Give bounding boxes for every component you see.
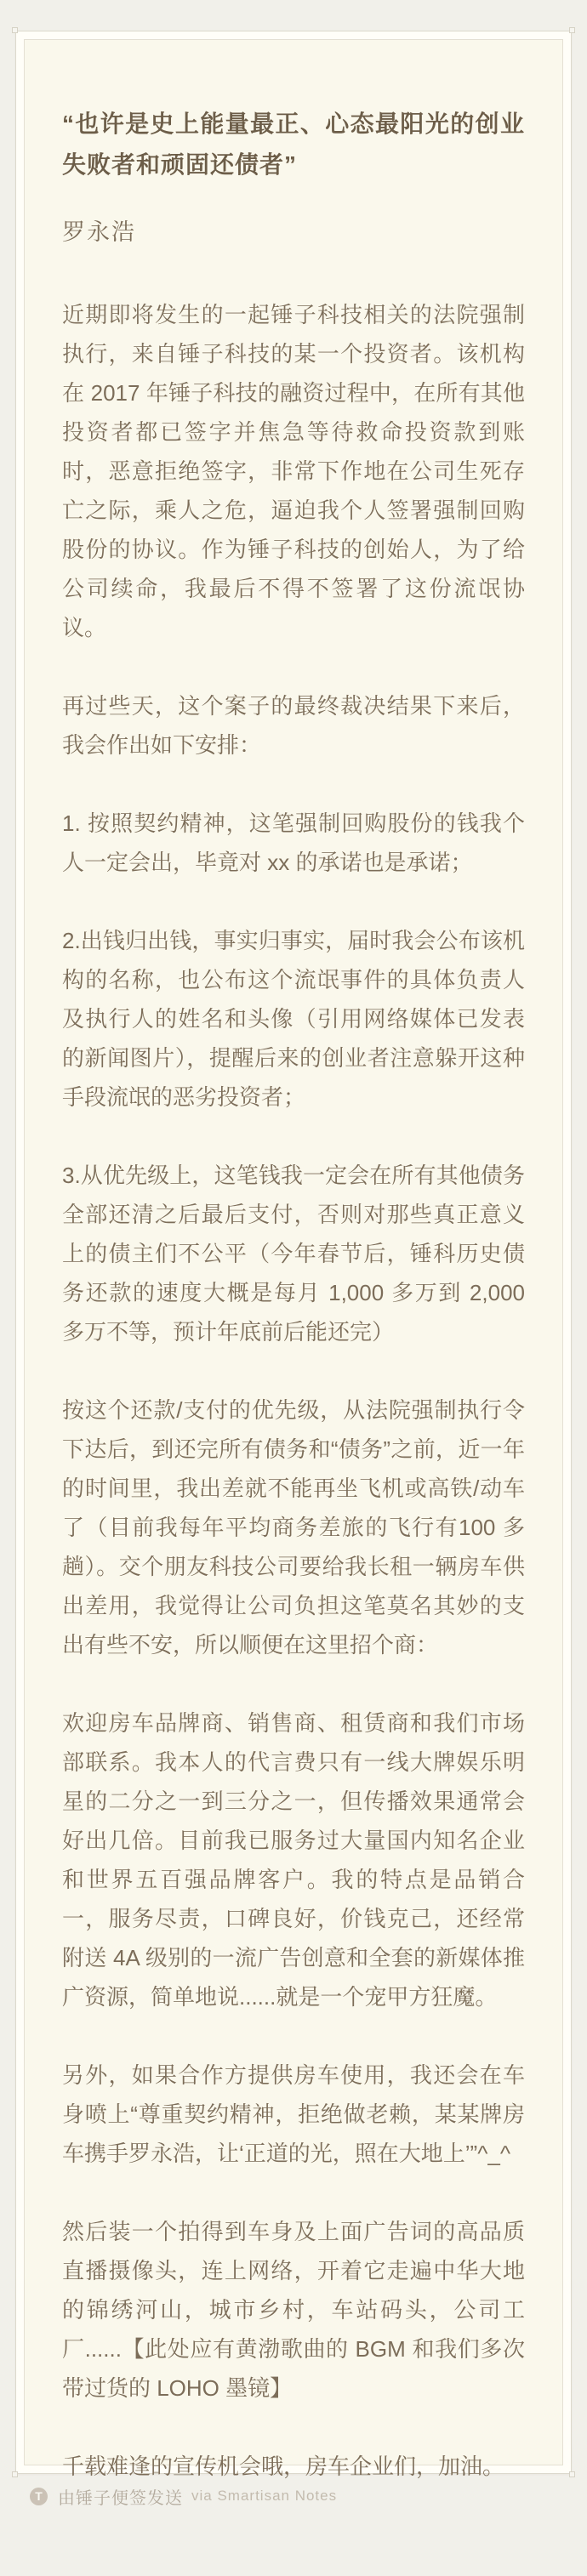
note-paper xyxy=(24,39,563,2479)
note-paragraph: 1. 按照契约精神，这笔强制回购股份的钱我个人一定会出，毕竟对 xx 的承诺也是承诺； xyxy=(62,810,525,875)
note-paragraph: 欢迎房车品牌商、销售商、租赁商和我们市场部联系。我本人的代言费只有一线大牌娱乐明星的二分之一到三分之一，但传播效果通常会好出几倍。目前我已服务过大量国内知名企业和世界五百强品牌客户。我的特点是品销合一，服务尽责，口碑良好，价钱克己，还经常附送 4A 级别的一流广告创意和全套的新媒体推广资源，简单地说......就是一个宠甲方狂魔。 xyxy=(62,1710,525,2010)
note-paragraph: 另外，如果合作方提供房车使用，我还会在车身喷上“尊重契约精神，拒绝做老赖，某某牌房车携手罗永浩，让‘正道的光，照在大地上’”^_^ xyxy=(62,2062,525,2166)
corner-pin-icon xyxy=(12,27,18,33)
corner-pin-icon xyxy=(569,27,575,33)
note-paragraph: 按这个还款/支付的优先级，从法院强制执行令下达后，到还完所有债务和“债务”之前，近一年的时间里，我出差就不能再坐飞机或高铁/动车了（目前我每年平均商务差旅的飞行有100 多趟）。交个朋友科技公司要给我长租一辆房车供出差用，我觉得让公司负担这笔莫名其妙的支出有些不安，所以顺便在这里招个商： xyxy=(62,1397,525,1658)
corner-pin-icon xyxy=(569,2471,575,2477)
smartisan-logo-icon: T xyxy=(30,2488,48,2505)
note-paragraph: 然后装一个拍得到车身及上面广告词的高品质直播摄像头，连上网络，开着它走遍中华大地的锦绣河山，城市乡村，车站码头，公司工厂......【此处应有黄渤歌曲的 BGM 和我们多次带过货的 LOHO 墨镜】 xyxy=(62,2219,525,2401)
footer-sent-via-cn: 由锤子便签发送 xyxy=(58,2488,183,2508)
note-author: 罗永浩 xyxy=(62,219,136,245)
note-body xyxy=(62,295,525,2486)
note-paragraph: 2.出钱归出钱，事实归事实，届时我会公布该机构的名称，也公布这个流氓事件的具体负责人及执行人的姓名和头像（引用网络媒体已发表的新闻图片），提醒后来的创业者注意躲开这种手段流氓的恶劣投资者； xyxy=(62,928,525,1110)
note-paragraph: 3.从优先级上，这笔钱我一定会在所有其他债务全部还清之后最后支付，否则对那些真正意义上的债主们不公平（今年春节后，锤科历史债务还款的速度大概是每月 1,000 多万到 2,000 多万不等，预计年底前后能还完） xyxy=(62,1163,525,1345)
note-title: “也许是史上能量最正、心态最阳光的创业失败者和顽固还债者” xyxy=(62,111,525,178)
note-card xyxy=(15,31,572,2479)
note-paragraph: 千载难逢的宣传机会哦，房车企业们，加油。 xyxy=(62,2454,505,2479)
corner-pin-icon xyxy=(12,2471,18,2477)
note-paragraph: 近期即将发生的一起锤子科技相关的法院强制执行，来自锤子科技的某一个投资者。该机构在 2017 年锤子科技的融资过程中，在所有其他投资者都已签字并焦急等待救命投资款到账时，恶意拒绝签字，非常下作地在公司生死存亡之际，乘人之危，逼迫我个人签署强制回购股份的协议。作为锤子科技的创始人，为了给公司续命，我最后不得不签署了这份流氓协议。 xyxy=(62,302,525,640)
note-paragraph: 再过些天，这个案子的最终裁决结果下来后，我会作出如下安排： xyxy=(62,693,525,758)
footer-sent-via-en: via Smartisan Notes xyxy=(191,2488,338,2504)
footer-attribution xyxy=(30,2487,338,2508)
